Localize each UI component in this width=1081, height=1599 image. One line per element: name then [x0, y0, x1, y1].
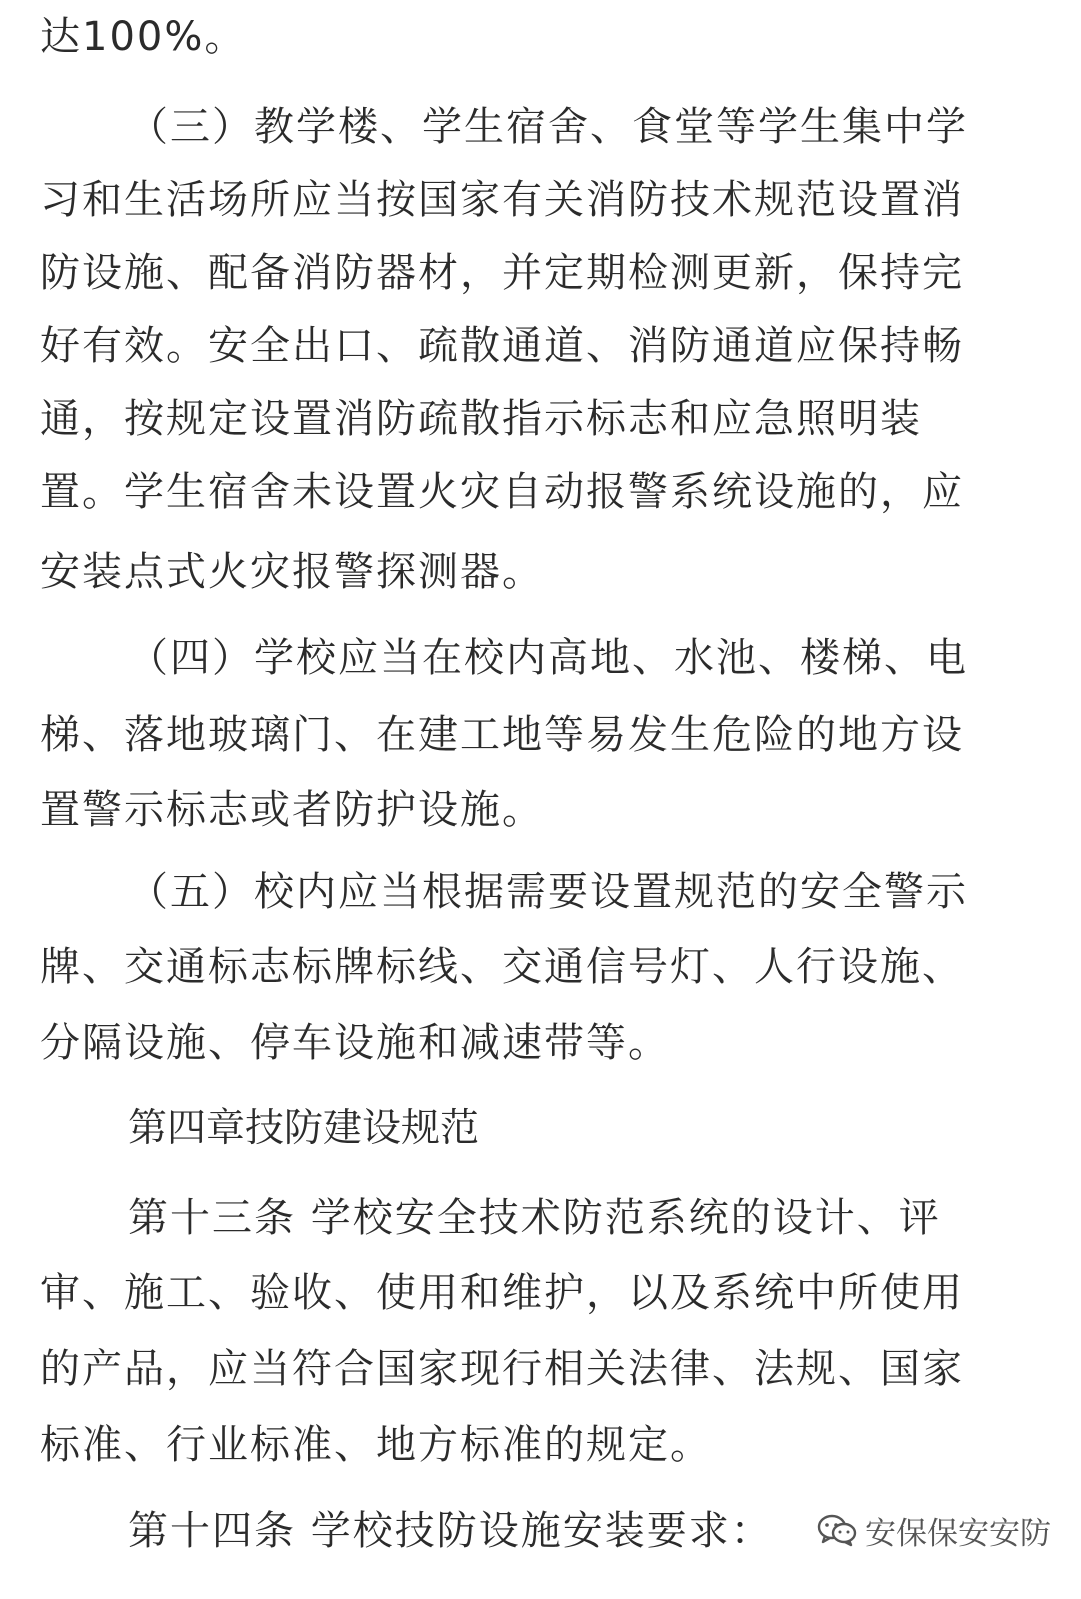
text-line: 通，按规定设置消防疏散指示标志和应急照明装: [40, 396, 922, 442]
watermark-text: 安保保安安防: [865, 1515, 1051, 1552]
watermark: [817, 1502, 1051, 1558]
text-line: （五）校内应当根据需要设置规范的安全警示: [128, 869, 968, 915]
text-line: （四）学校应当在校内高地、水池、楼梯、电: [128, 635, 968, 681]
text-line: 分隔设施、停车设施和减速带等。: [40, 1020, 670, 1066]
text-line: 防设施、配备消防器材，并定期检测更新，保持完: [40, 250, 964, 296]
wechat-icon: [817, 1513, 857, 1547]
text-line: 牌、交通标志标牌标线、交通信号灯、人行设施、: [40, 944, 964, 990]
text-line: 审、施工、验收、使用和维护，以及系统中所使用: [40, 1270, 964, 1316]
text-line: 第十三条 学校安全技术防范系统的设计、评: [128, 1195, 941, 1241]
text-line: 梯、落地玻璃门、在建工地等易发生危险的地方设: [40, 712, 964, 758]
chapter-heading: 第四章技防建设规范: [128, 1106, 480, 1151]
text-line: 置。学生宿舍未设置火灾自动报警系统设施的，应: [40, 469, 964, 515]
text-line: 习和生活场所应当按国家有关消防技术规范设置消: [40, 177, 964, 223]
text-line: 的产品，应当符合国家现行相关法律、法规、国家: [40, 1346, 964, 1392]
text-line: （三）教学楼、学生宿舍、食堂等学生集中学: [128, 104, 968, 150]
text-line: 第十四条 学校技防设施安装要求：: [128, 1508, 773, 1554]
text-line: 好有效。安全出口、疏散通道、消防通道应保持畅: [40, 323, 964, 369]
text-line: 标准、行业标准、地方标准的规定。: [40, 1422, 712, 1468]
text-line: 安装点式火灾报警探测器。: [40, 549, 544, 595]
text-line: 置警示标志或者防护设施。: [40, 787, 544, 833]
text-line: 达100%。: [40, 14, 247, 60]
